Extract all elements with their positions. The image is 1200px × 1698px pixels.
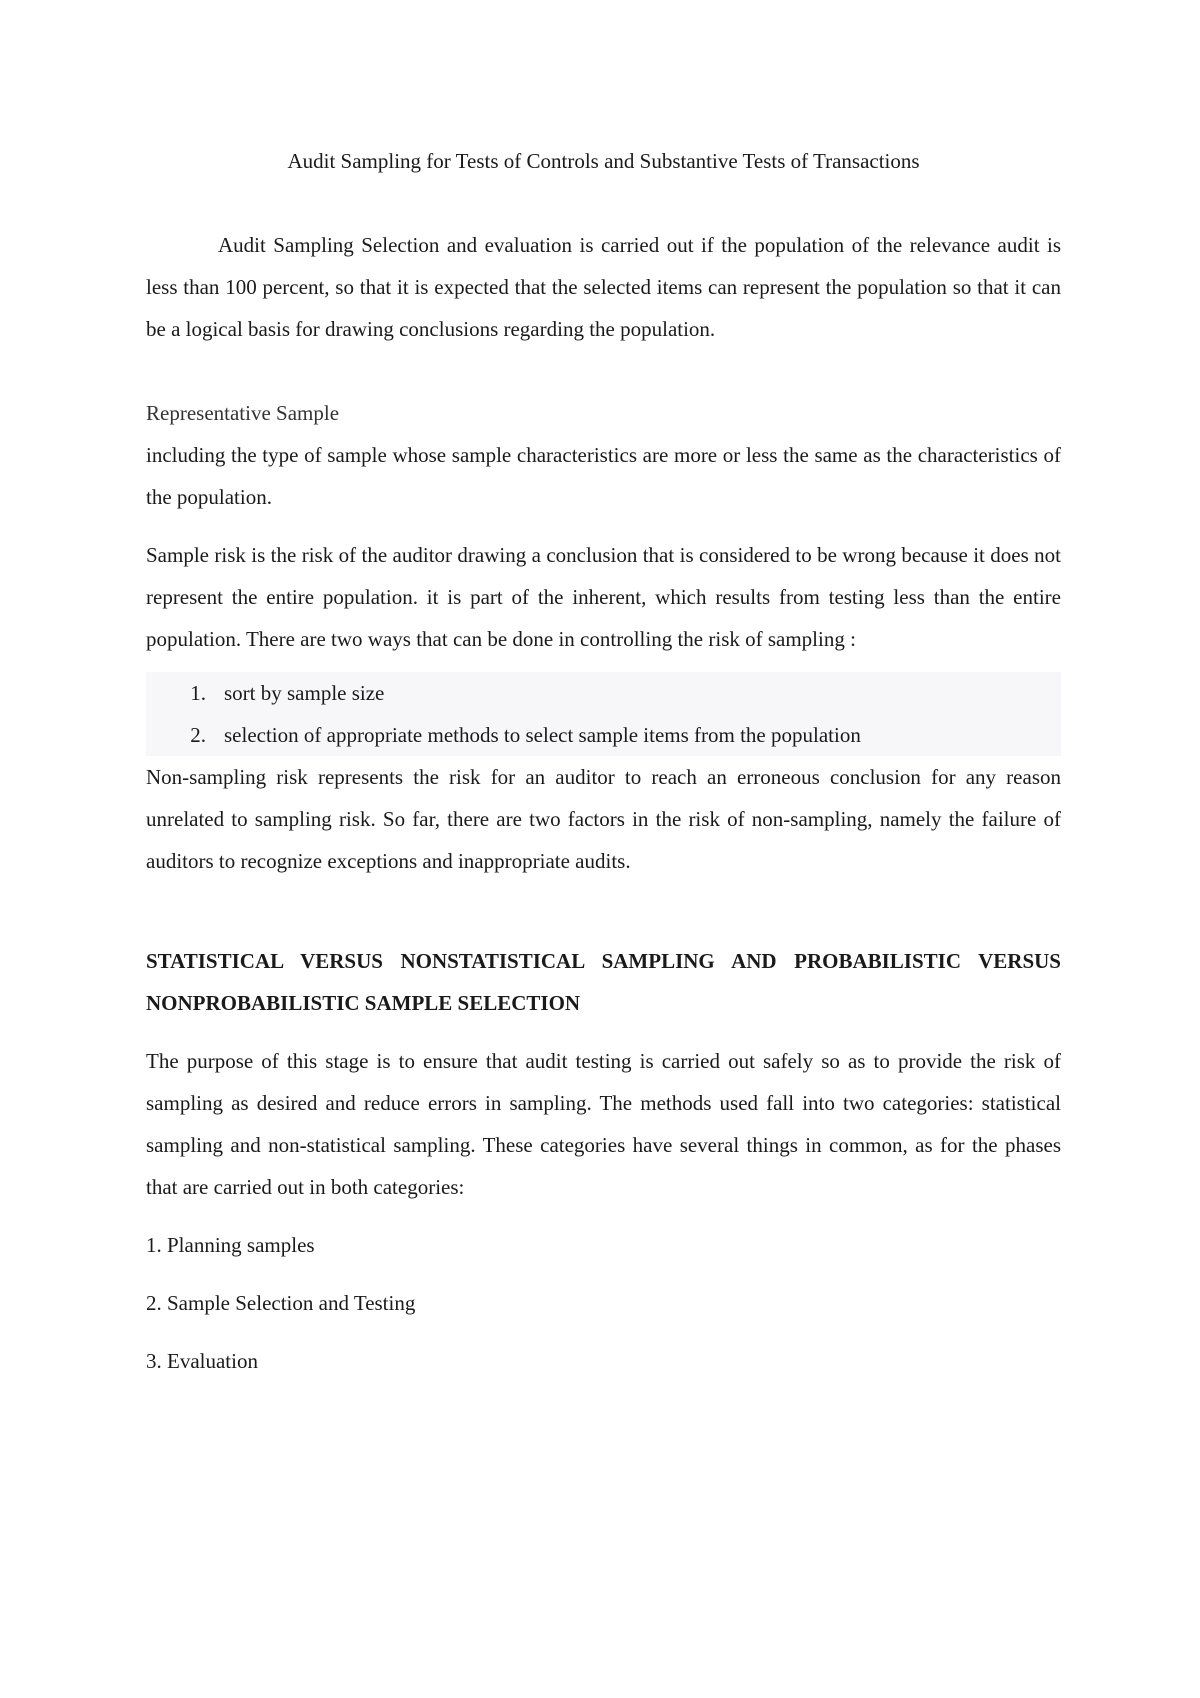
phase-item: 2. Sample Selection and Testing [146,1291,416,1315]
section-heading: STATISTICAL VERSUS NONSTATISTICAL SAMPLING AND PROBABILISTIC VERSUS NONPROBABILISTIC SAMPLE SELECTION [146,949,1061,1015]
list-item [146,672,1061,714]
document-title: Audit Sampling for Tests of Controls and Substantive Tests of Transactions [287,149,920,173]
purpose-paragraph: The purpose of this stage is to ensure that audit testing is carried out safely so as to provide the risk of sampling as desired and reduce errors in sampling. The methods used fall into two categories: statistical sampling and non-statistical sampling. These categories have several things in common, as for the phases that are carried out in both categories: [146,1049,1061,1199]
document-page [146,140,1061,1382]
sample-risk-paragraph: Sample risk is the risk of the auditor drawing a conclusion that is considered to be wrong because it does not represent the entire population. it is part of the inherent, which results from testing less than the entire population. There are two ways that can be done in controlling the risk of sampling : [146,543,1061,651]
representative-sample-heading: Representative Sample [146,401,340,425]
representative-sample-paragraph: including the type of sample whose sample characteristics are more or less the same as the characteristics of the population. [146,443,1061,509]
list-item-number: 2. [190,723,206,747]
list-item-text: sort by sample size [224,681,385,705]
risk-control-list [146,672,1061,756]
intro-paragraph: Audit Sampling Selection and evaluation is carried out if the population of the relevance audit is less than 100 percent, so that it is expected that the selected items can represent the population so that it can be a logical basis for drawing conclusions regarding the population. [146,233,1061,341]
list-item-number: 1. [190,681,206,705]
non-sampling-risk-paragraph: Non-sampling risk represents the risk for an auditor to reach an erroneous conclusion for any reason unrelated to sampling risk. So far, there are two factors in the risk of non-sampling, namely the failure of auditors to recognize exceptions and inappropriate audits. [146,765,1061,873]
phase-item: 3. Evaluation [146,1349,258,1373]
list-item [146,714,1061,756]
phase-item: 1. Planning samples [146,1233,315,1257]
list-item-text: selection of appropriate methods to select sample items from the population [224,723,861,747]
